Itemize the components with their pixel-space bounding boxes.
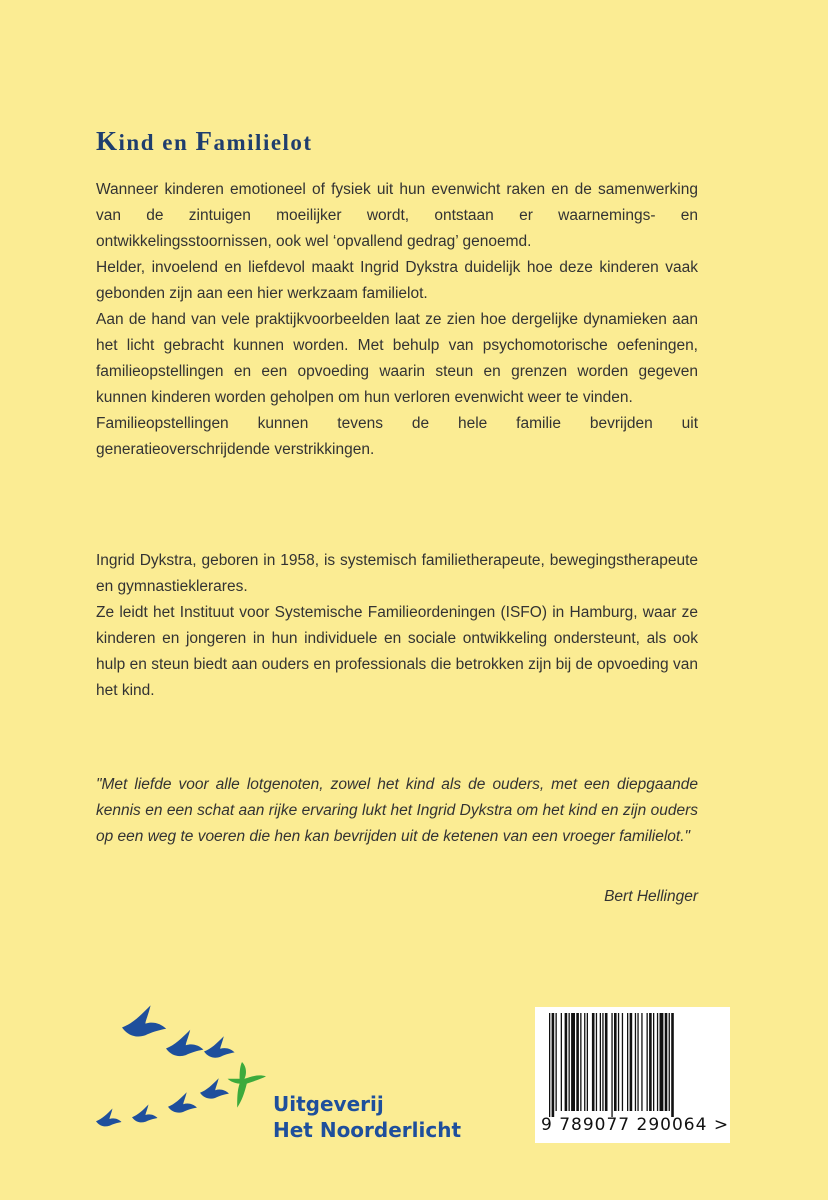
barcode-bar: [561, 1013, 562, 1111]
quote-author: Bert Hellinger: [604, 888, 698, 905]
barcode-bar: [552, 1013, 555, 1117]
barcode-bar: [618, 1013, 619, 1111]
barcode-bar: [665, 1013, 668, 1111]
barcode-bar: [614, 1013, 617, 1111]
barcode-bar: [630, 1013, 633, 1111]
barcode-bar: [671, 1013, 674, 1117]
barcode-bar: [596, 1013, 597, 1111]
quote-text: "Met liefde voor alle lotgenoten, zowel het kind als de ouders, met een diepgaande kennis en een schat aan rijke ervaring lukt het Ingrid Dykstra om het kind en zijn ouders op een weg te voeren die hen kan bevrijden uit de ketenen van een vroeger familielot.": [96, 776, 698, 845]
bird-icon: [96, 1109, 122, 1127]
barcode-bar: [571, 1013, 575, 1111]
barcode-bar: [635, 1013, 636, 1111]
barcode-bar: [627, 1013, 628, 1111]
barcode-bar: [641, 1013, 642, 1111]
page-title: Kind en Familielot: [96, 126, 313, 156]
barcode-bar: [549, 1013, 550, 1117]
barcode-bar: [637, 1013, 638, 1111]
bird-icon: [132, 1105, 158, 1123]
barcode-bar: [584, 1013, 585, 1111]
bird-icon: [168, 1092, 197, 1112]
barcode-bar: [556, 1013, 557, 1111]
barcode-bar: [580, 1013, 581, 1111]
description-paragraph: Wanneer kinderen emotioneel of fysiek uit hun evenwicht raken en de samenwerking van de zintuigen moeilijker wordt, ontstaan er waarnemings- en ontwikkelingsstoornissen, ook wel ‘opvallend gedrag’ genoemd.: [96, 181, 698, 250]
barcode-bar: [592, 1013, 595, 1111]
bird-icon: [204, 1036, 235, 1058]
barcode-bar: [653, 1013, 654, 1111]
barcode-bar: [602, 1013, 603, 1111]
isbn-digits: 9 789077 290064 >: [541, 1115, 730, 1135]
barcode-bar: [622, 1013, 623, 1111]
bird-icon: [200, 1078, 229, 1098]
green-bird-icon: [228, 1062, 266, 1108]
barcode-bar: [657, 1013, 658, 1111]
bio-paragraph: Ze leidt het Instituut voor Systemische Familieordeningen (ISFO) in Hamburg, waar ze kinderen en jongeren in hun individuele en sociale ontwikkeling ondersteunt, als ook hulp en steun biedt aan ouders en professionals die betrokken zijn bij de opvoeding van het kind.: [96, 604, 698, 699]
description-text: [96, 177, 698, 463]
barcode-bar: [569, 1013, 570, 1111]
publisher-name: [273, 1091, 461, 1143]
barcode-bar: [647, 1013, 648, 1111]
barcode-bar: [605, 1013, 608, 1111]
description-paragraph: Familieopstellingen kunnen tevens de hele familie bevrijden uit generatieoverschrijdende verstrikkingen.: [96, 415, 698, 458]
bird-icon: [122, 1005, 166, 1036]
barcode-bar: [649, 1013, 652, 1111]
barcode-bar: [587, 1013, 588, 1111]
publisher-line-2: Het Noorderlicht: [273, 1118, 462, 1142]
barcode-bar: [669, 1013, 670, 1111]
barcode-bar: [660, 1013, 664, 1111]
barcode-bar: [600, 1013, 601, 1111]
endorsement-quote: [96, 772, 698, 850]
isbn-barcode: [535, 1007, 730, 1143]
barcode-bar: [611, 1013, 612, 1117]
author-bio: [96, 548, 698, 704]
publisher-line-1: Uitgeverij: [273, 1092, 384, 1116]
description-paragraph: Aan de hand van vele praktijkvoorbeelden laat ze zien hoe dergelijke dynamieken aan het licht gebracht kunnen worden. Met behulp van psychomotorische oefeningen, familieopstellingen en een opvoeding waarin steun en grenzen worden gegeven kunnen kinderen worden geholpen om hun verloren evenwicht weer te vinden.: [96, 311, 698, 406]
barcode-bar: [576, 1013, 579, 1111]
barcode-bar: [565, 1013, 568, 1111]
bird-icon: [166, 1030, 203, 1056]
bio-paragraph: Ingrid Dykstra, geboren in 1958, is systemisch familietherapeute, bewegingstherapeute en gymnastieklerares.: [96, 552, 698, 595]
description-paragraph: Helder, invoelend en liefdevol maakt Ingrid Dykstra duidelijk hoe deze kinderen vaak gebonden zijn aan een hier werkzaam familielot.: [96, 259, 698, 302]
